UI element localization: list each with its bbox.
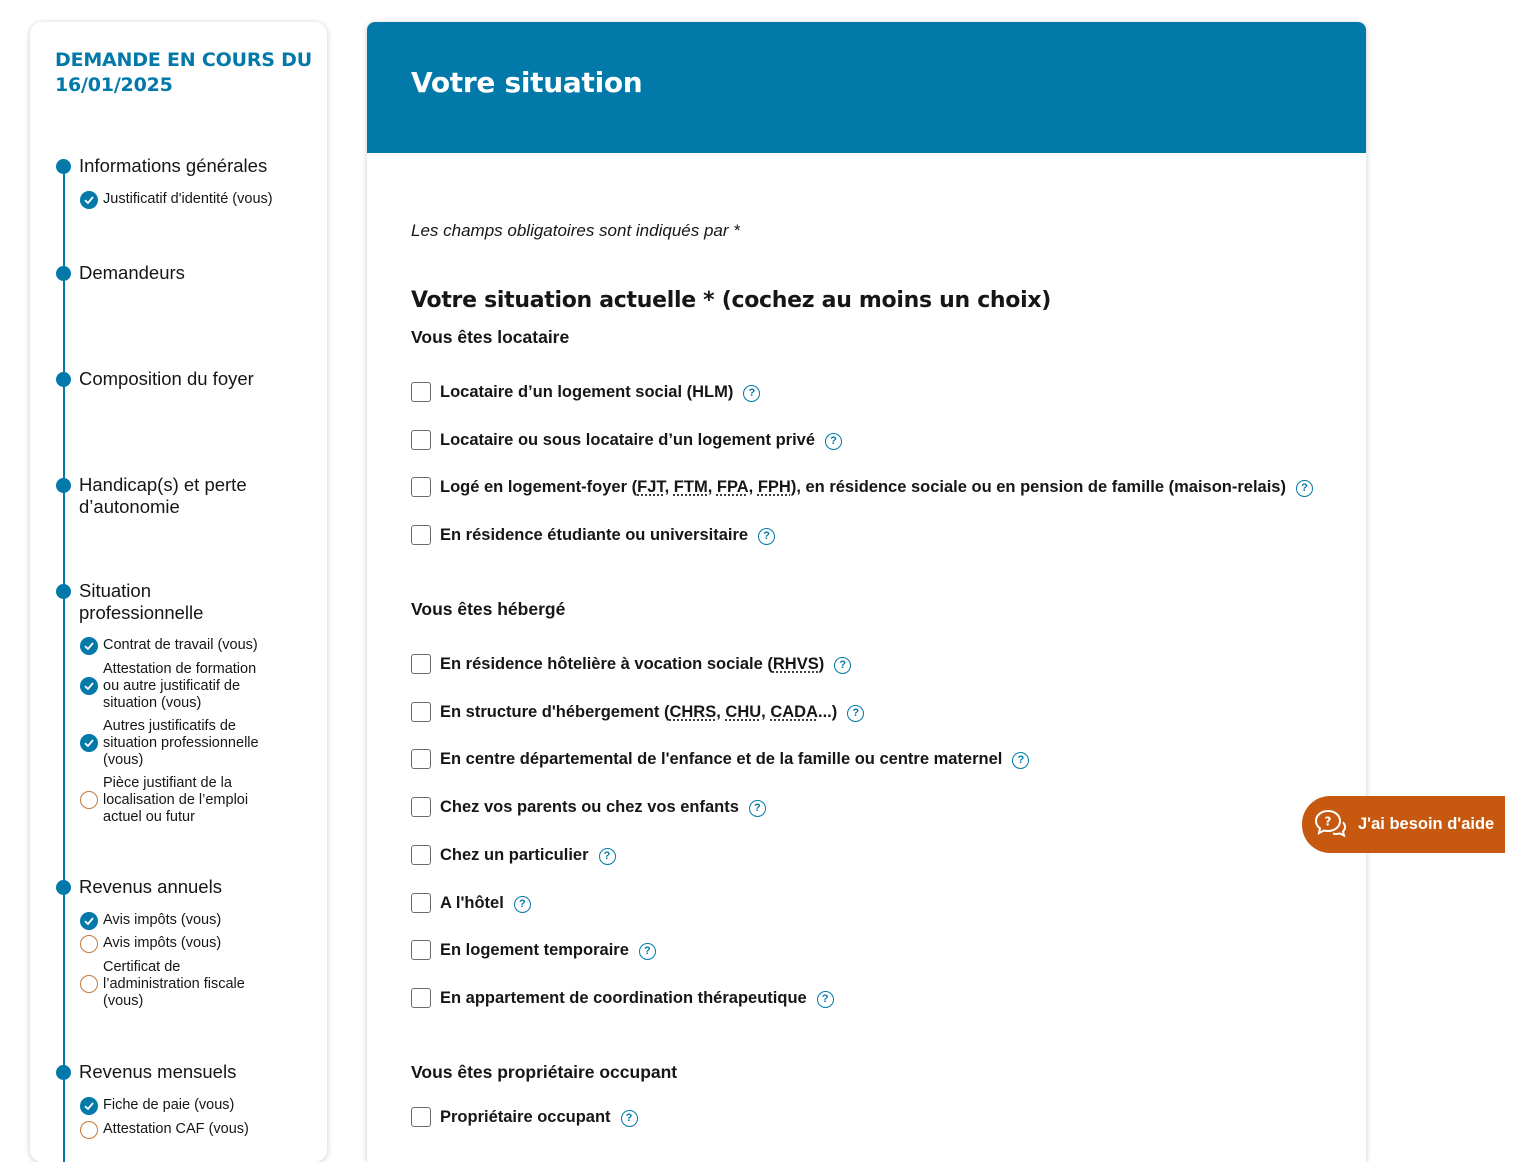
option-label: En centre départemental de l'enfance et de la famille ou centre maternel (440, 749, 1003, 768)
pending-circle-icon (80, 791, 98, 809)
step-label: Composition du foyer (79, 368, 254, 389)
timeline-line (63, 165, 65, 1162)
checkbox[interactable] (411, 382, 431, 402)
sub-item-label: Fiche de paie (vous) (103, 1097, 235, 1113)
request-title: DEMANDE EN COURS DU 16/01/2025 (55, 49, 312, 96)
sub-item-label: Certificat de l’administration fiscale (vous) (103, 959, 245, 1009)
check-icon (80, 912, 98, 930)
group-title-heberge: Vous êtes hébergé (411, 599, 566, 619)
option-label: Chez un particulier (440, 845, 589, 864)
option-hotel[interactable] (411, 891, 531, 915)
step-dot (56, 1065, 71, 1080)
help-icon[interactable]: ? (847, 705, 864, 722)
option-label: En appartement de coordination thérapeutique (440, 988, 807, 1007)
sub-item-fiche-paie[interactable] (79, 1097, 274, 1114)
checkbox[interactable] (411, 749, 431, 769)
help-icon[interactable]: ? (817, 991, 834, 1008)
sub-item-label: Autres justificatifs de situation professionnelle (vous) (103, 718, 259, 768)
sub-item-contrat-travail[interactable] (79, 637, 274, 654)
sub-item-justificatif-identite[interactable] (79, 191, 274, 208)
help-icon[interactable]: ? (749, 800, 766, 817)
sub-item-avis-impots-2[interactable] (79, 935, 274, 952)
checkbox[interactable] (411, 845, 431, 865)
pending-circle-icon (80, 975, 98, 993)
option-appartement-coordination[interactable] (411, 986, 834, 1010)
step-dot (56, 478, 71, 493)
option-rhvs[interactable] (411, 652, 851, 676)
help-icon[interactable]: ? (834, 657, 851, 674)
section-title: Votre situation actuelle * (cochez au moins un choix) (411, 288, 1051, 313)
sub-item-certificat-fiscal[interactable] (79, 959, 274, 1010)
option-label: Chez vos parents ou chez vos enfants (440, 797, 739, 816)
option-centre-departemental[interactable] (411, 747, 1029, 771)
step-dot (56, 584, 71, 599)
page-title: Votre situation (411, 66, 643, 99)
sub-item-avis-impots[interactable] (79, 912, 274, 929)
option-label: En logement temporaire (440, 940, 629, 959)
need-help-button[interactable] (1302, 796, 1505, 853)
checkbox[interactable] (411, 940, 431, 960)
step-label: Handicap(s) et perte d’autonomie (79, 474, 247, 517)
help-icon[interactable]: ? (514, 896, 531, 913)
check-icon (80, 191, 98, 209)
step-dot (56, 266, 71, 281)
option-label: Propriétaire occupant (440, 1107, 611, 1126)
check-icon (80, 1097, 98, 1115)
checkbox[interactable] (411, 797, 431, 817)
help-icon[interactable]: ? (1012, 752, 1029, 769)
option-residence-etudiante[interactable] (411, 523, 775, 547)
sub-item-label: Attestation CAF (vous) (103, 1121, 249, 1137)
check-icon (80, 637, 98, 655)
checkbox[interactable] (411, 525, 431, 545)
option-logement-prive[interactable] (411, 428, 842, 452)
step-label: Situation professionnelle (79, 580, 204, 623)
checkbox[interactable] (411, 477, 431, 497)
option-logement-foyer[interactable] (411, 475, 1313, 499)
option-label: Logé en logement-foyer (FJT, FTM, FPA, FPH), en résidence sociale ou en pension de famille (maison-relais) (440, 477, 1286, 496)
option-chez-parents[interactable] (411, 795, 766, 819)
option-hlm[interactable] (411, 380, 760, 404)
checkbox[interactable] (411, 893, 431, 913)
group-title-locataire: Vous êtes locataire (411, 327, 570, 347)
sub-item-label: Pièce justifiant de la localisation de l’emploi actuel ou futur (103, 775, 249, 825)
step-label: Demandeurs (79, 262, 185, 283)
sub-item-attestation-caf[interactable] (79, 1121, 274, 1138)
group-title-proprietaire: Vous êtes propriétaire occupant (411, 1062, 678, 1082)
progress-sidebar (30, 22, 327, 1162)
sub-item-label: Contrat de travail (vous) (103, 637, 258, 653)
sub-item-label: Avis impôts (vous) (103, 935, 222, 951)
svg-text:?: ? (1324, 814, 1332, 828)
option-logement-temporaire[interactable] (411, 938, 656, 962)
help-icon[interactable]: ? (743, 385, 760, 402)
sub-item-attestation-formation[interactable] (79, 661, 274, 712)
check-icon (80, 677, 98, 695)
step-label: Revenus annuels (79, 876, 222, 897)
sub-item-label: Attestation de formation ou autre justificatif de situation (vous) (103, 661, 257, 711)
option-label: Locataire d’un logement social (HLM) (440, 382, 734, 401)
help-icon[interactable]: ? (621, 1110, 638, 1127)
required-fields-hint: Les champs obligatoires sont indiqués par * (411, 221, 740, 240)
checkbox[interactable] (411, 1107, 431, 1127)
situation-form (367, 22, 1366, 1162)
pending-circle-icon (80, 935, 98, 953)
sub-item-localisation-emploi[interactable] (79, 775, 274, 826)
chat-help-icon (1313, 808, 1347, 842)
form-header (367, 22, 1366, 153)
help-icon[interactable]: ? (1296, 480, 1313, 497)
option-label: En résidence hôtelière à vocation sociale (RHVS) (440, 654, 825, 673)
sub-item-label: Avis impôts (vous) (103, 912, 222, 928)
help-icon[interactable]: ? (825, 433, 842, 450)
step-dot (56, 372, 71, 387)
step-label: Revenus mensuels (79, 1061, 237, 1082)
option-label: A l'hôtel (440, 893, 504, 912)
step-dot (56, 159, 71, 174)
checkbox[interactable] (411, 654, 431, 674)
option-label: Locataire ou sous locataire d’un logement privé (440, 430, 816, 449)
help-icon[interactable]: ? (758, 528, 775, 545)
need-help-label: J'ai besoin d'aide (1358, 815, 1495, 833)
pending-circle-icon (80, 1121, 98, 1139)
option-chez-particulier[interactable] (411, 843, 616, 867)
option-label: En structure d'hébergement (CHRS, CHU, CADA...) (440, 702, 838, 721)
help-icon[interactable]: ? (639, 943, 656, 960)
option-structure-hebergement[interactable] (411, 700, 864, 724)
sub-item-autres-justificatifs[interactable] (79, 718, 274, 769)
checkbox[interactable] (411, 988, 431, 1008)
option-proprietaire-occupant[interactable] (411, 1105, 638, 1129)
help-icon[interactable]: ? (599, 848, 616, 865)
option-label: En résidence étudiante ou universitaire (440, 525, 749, 544)
checkbox[interactable] (411, 430, 431, 450)
step-dot (56, 880, 71, 895)
check-icon (80, 734, 98, 752)
checkbox[interactable] (411, 702, 431, 722)
step-label: Informations générales (79, 155, 268, 176)
sub-item-label: Justificatif d'identité (vous) (103, 191, 273, 207)
